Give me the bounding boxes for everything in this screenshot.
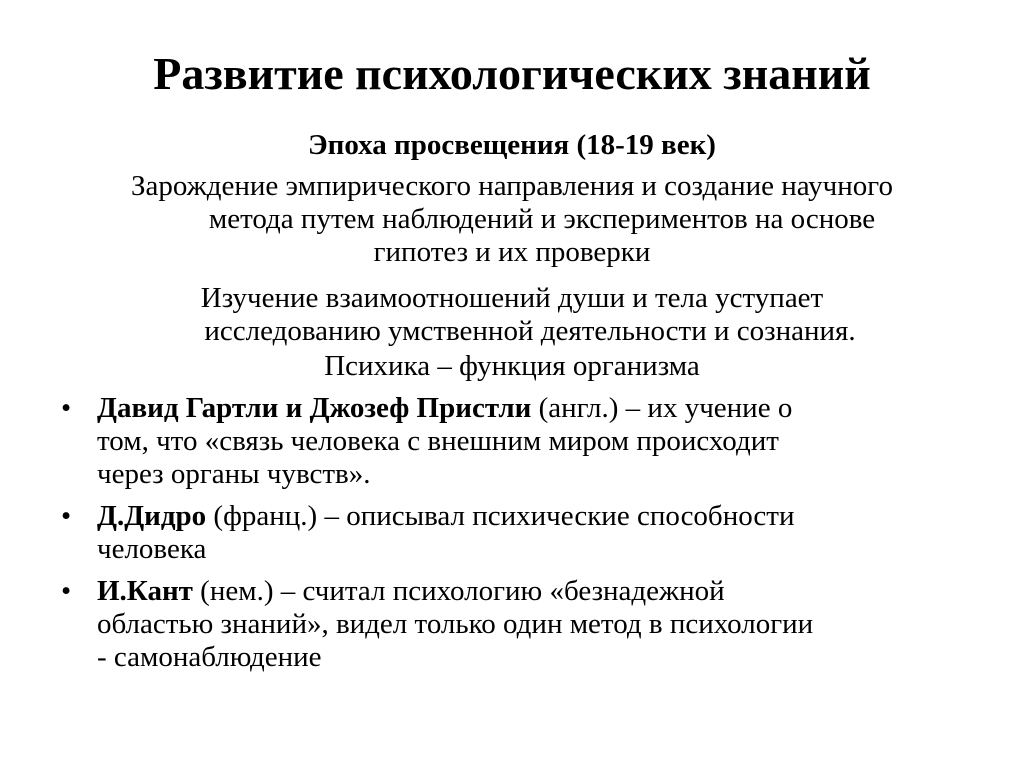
bullet-name: И.Кант	[97, 575, 193, 607]
paragraph-empirical-direction	[0, 170, 1024, 269]
bullet-line: областью знаний», видел только один метод в психологии	[97, 608, 814, 640]
paragraph-soul-body	[0, 282, 1024, 348]
slide-title: Развитие психологических знаний	[153, 48, 871, 99]
bullet-line: - самонаблюдение	[97, 641, 322, 673]
bullet-line: человека	[97, 533, 207, 565]
paragraph-line: гипотез и их проверки	[373, 236, 651, 268]
bullet-line	[97, 575, 1024, 608]
bullet-name: Д.Дидро	[97, 500, 207, 532]
paragraph-line: Психика – функция организма	[324, 350, 700, 382]
bullet-name: Давид Гартли и Джозеф Пристли	[97, 392, 532, 424]
bullet-item-kant	[0, 575, 1024, 674]
bullet-item-hartley-priestley	[0, 392, 1024, 491]
slide-subtitle: Эпоха просвещения (18-19 век)	[308, 129, 716, 161]
bullet-text: (нем.) – считал психологию «безнадежной	[192, 575, 725, 607]
paragraph-line: Зарождение эмпирического направления и создание научного	[131, 170, 893, 202]
bullet-icon: •	[61, 392, 72, 424]
bullet-line: том, что «связь человека с внешним миром происходит	[97, 425, 779, 457]
bullet-item-diderot	[0, 500, 1024, 566]
bullet-line	[97, 392, 1024, 425]
bullet-icon: •	[61, 575, 72, 607]
bullet-text: (англ.) – их учение о	[531, 392, 793, 424]
paragraph-line: Изучение взаимоотношений души и тела уступает	[200, 282, 824, 314]
bullet-list	[0, 392, 1024, 683]
paragraph-line: метода путем наблюдений и экспериментов на основе	[208, 203, 876, 235]
bullet-icon: •	[61, 500, 72, 532]
bullet-line: через органы чувств».	[97, 458, 371, 490]
bullet-line	[97, 500, 1024, 533]
paragraph-line: исследованию умственной деятельности и сознания.	[204, 315, 856, 347]
paragraph-psyche-function	[0, 350, 1024, 383]
bullet-text: (франц.) – описывал психические способности	[206, 500, 795, 532]
